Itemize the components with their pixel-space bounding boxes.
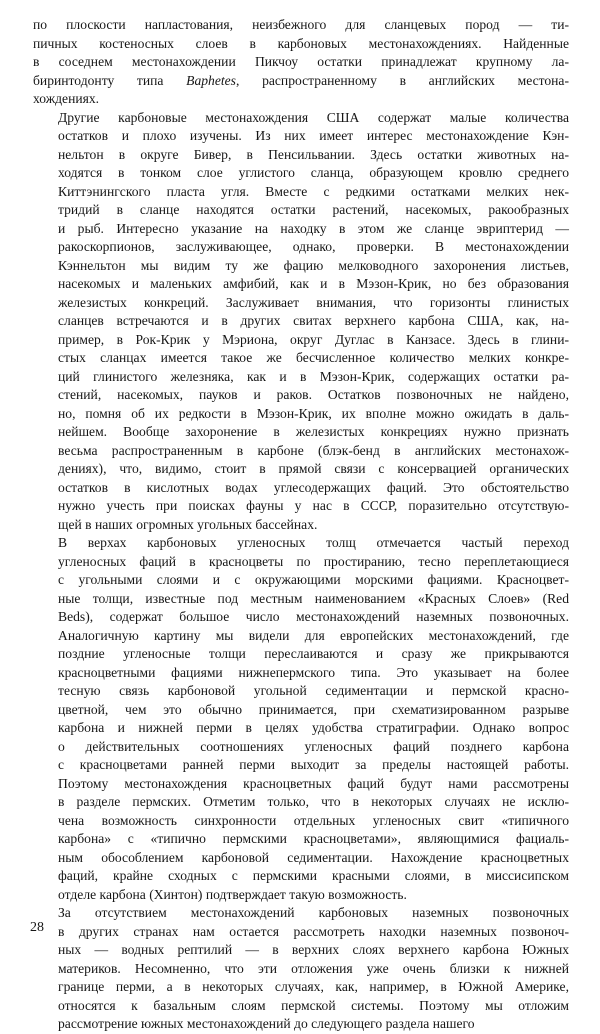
text-line: ных — водных рептилий — в верхних слоях верхнего карбона Южных (58, 942, 569, 957)
page-number: 28 (30, 920, 44, 935)
text-line: стений, насекомых, пауков и раков. Остатков позвоночных не найдено, (58, 387, 569, 402)
text-line: Киттэнингского пласта угля. Вместе с редкими остатками мелких нек- (58, 183, 569, 199)
text-line: ций глинистого железняка, как и в Мэзон-Крик, содержащих остатки ра- (58, 368, 569, 384)
text-line: дениях), что, видимо, стоит в прямой связи с консервацией органических (58, 461, 569, 476)
text-line: сланцев встречаются и в других свитах верхнего карбона США, как, на- (58, 313, 569, 328)
text-line: пичных костеносных слоев в карбоновых местонахождениях. Найденные (33, 35, 569, 51)
text-line: Аналогичную картину мы видели для европейских местонахождений, где (58, 627, 569, 643)
text-line: материков. Несомненно, что эти отложения уже очень близки к нижней (58, 960, 569, 976)
text-line: фаций, крайне сходных с пермскими красными слоями, в миссисипском (58, 868, 569, 883)
text-line: по плоскости напластования, неизбежного для сланцевых пород — ти- (33, 17, 569, 32)
text-line: но, помня об их редкости в Мэзон-Крик, их вполне можно ожидать в даль- (58, 405, 569, 421)
text-line: красноцветными фациями нижнепермского типа. Это указывает на более (58, 664, 569, 680)
text-line: остатков в кислотных водах углесодержащих фаций. Это обстоятельство (58, 479, 569, 495)
paragraph (33, 16, 569, 109)
text-line: и рыб. Интересно указание на находку в этом же сланце эвриптерид — (58, 220, 569, 236)
text-line: насекомых и маленьких амфибий, как и в Мэзон-Крик, но без образования (58, 276, 569, 291)
text-line: щей в наших огромных угольных бассейнах. (58, 516, 318, 532)
text-line: в разделе пермских. Отметим только, что в некоторых случаях не исклю- (58, 794, 569, 809)
text-line: нужно учесть при поисках фауны у нас в СССР, поразительно отсутствую- (58, 498, 569, 513)
text-line: рассмотрение южных местонахождений до следующего раздела нашего (58, 1016, 475, 1031)
body-text (33, 16, 569, 1034)
text-line: границе перми, а в некоторых случаях, как, например, в Южной Америке, (58, 979, 569, 994)
text-line: о действительных соотношениях угленосных фаций позднего карбона (58, 738, 569, 754)
text-line: остатков и плохо изучены. Из них имеет интерес местонахождение Кэн- (58, 128, 569, 143)
text-line: В верхах карбоновых угленосных толщ отмечается частый переход (58, 535, 569, 550)
text-line: Другие карбоновые местонахождения США содержат малые количества (58, 109, 569, 125)
text-line: железистых конкреций. Заслуживает внимания, что горизонты глинистых (58, 294, 569, 310)
text-line: относятся к базальным слоям пермской системы. Поэтому мы отложим (58, 997, 569, 1013)
text-line: пример, в Рок-Крик у Мэриона, округ Дуглас в Канзасе. Здесь в глини- (58, 331, 569, 347)
text-line: тридий в сланце находятся остатки растений, насекомых, ракообразных (58, 202, 569, 217)
text-line: ракоскорпионов, заслуживающее, однако, проверки. В местонахождении (58, 239, 569, 254)
text-line: хождениях. (33, 91, 100, 106)
paragraph (33, 904, 569, 1034)
text-line: нейшем. Вообще захоронение в железистых конкрециях нужно признать (58, 424, 569, 439)
text-line: чена возможность синхронности отдельных угленосных свит «типичного (58, 812, 569, 828)
text-line: нельтон в округе Бивер, в Пенсильвании. Здесь остатки животных на- (58, 146, 569, 162)
text-line: Кэннельтон мы видим ту же фацию мелководного захоронения листьев, (58, 257, 569, 273)
text-line: ным обособлением карбоновой седиментации. Нахождение красноцветных (58, 849, 569, 865)
paragraph (33, 109, 569, 535)
text-line: ные толщи, известные под местным наименованием «Красных Слоев» (Red (58, 590, 569, 606)
text-line: с угольными слоями и с окружающими морскими фациями. Красноцвет- (58, 572, 569, 587)
text-line: весьма распространенным в карбоне (блэк-бенд в английских местонахож- (58, 442, 569, 458)
text-line: Поэтому местонахождения красноцветных фаций будут нами рассмотрены (58, 775, 569, 791)
text-line: цветной, чем это обычно принимается, при схематизированном разрыве (58, 701, 569, 717)
text-line: в других странах нам остается рассмотреть находки наземных позвоноч- (58, 923, 569, 939)
text-line: карбона и нижней перми в целях удобства стратиграфии. Однако вопрос (58, 720, 569, 735)
text-line: стых сланцах имеется такое же бесчисленное количество мелких конкре- (58, 350, 569, 365)
paragraph (33, 534, 569, 904)
text-line: биринтодонту типа Baphetes, распространенному в английских местона- (33, 72, 569, 88)
text-line: поздние угленосные толщи переслаиваются и сразу же прикрываются (58, 646, 569, 661)
text-line: тесную связь карбоновой угольной седиментации и пермской красно- (58, 683, 569, 698)
text-line: угленосных фаций в красноцветы по простиранию, тесно переплетающиеся (58, 553, 569, 569)
text-line: За отсутствием местонахождений карбоновых наземных позвоночных (58, 905, 569, 920)
text-line: Beds), содержат большое число местонахождений наземных позвоночных. (58, 609, 569, 624)
text-line: отделе карбона (Хинтон) подтверждает такую возможность. (58, 886, 407, 902)
text-line: ходятся в тонком слое углистого сланца, образующем кровлю среднего (58, 165, 569, 180)
text-line: в соседнем местонахождении Пикчоу остатки принадлежат крупному ла- (33, 54, 569, 69)
text-line: с красноцветами ранней перми выходит за пределы настоящей работы. (58, 757, 569, 772)
text-line: карбона» с «типично пермскими красноцветами», являющимися фациаль- (58, 831, 569, 846)
